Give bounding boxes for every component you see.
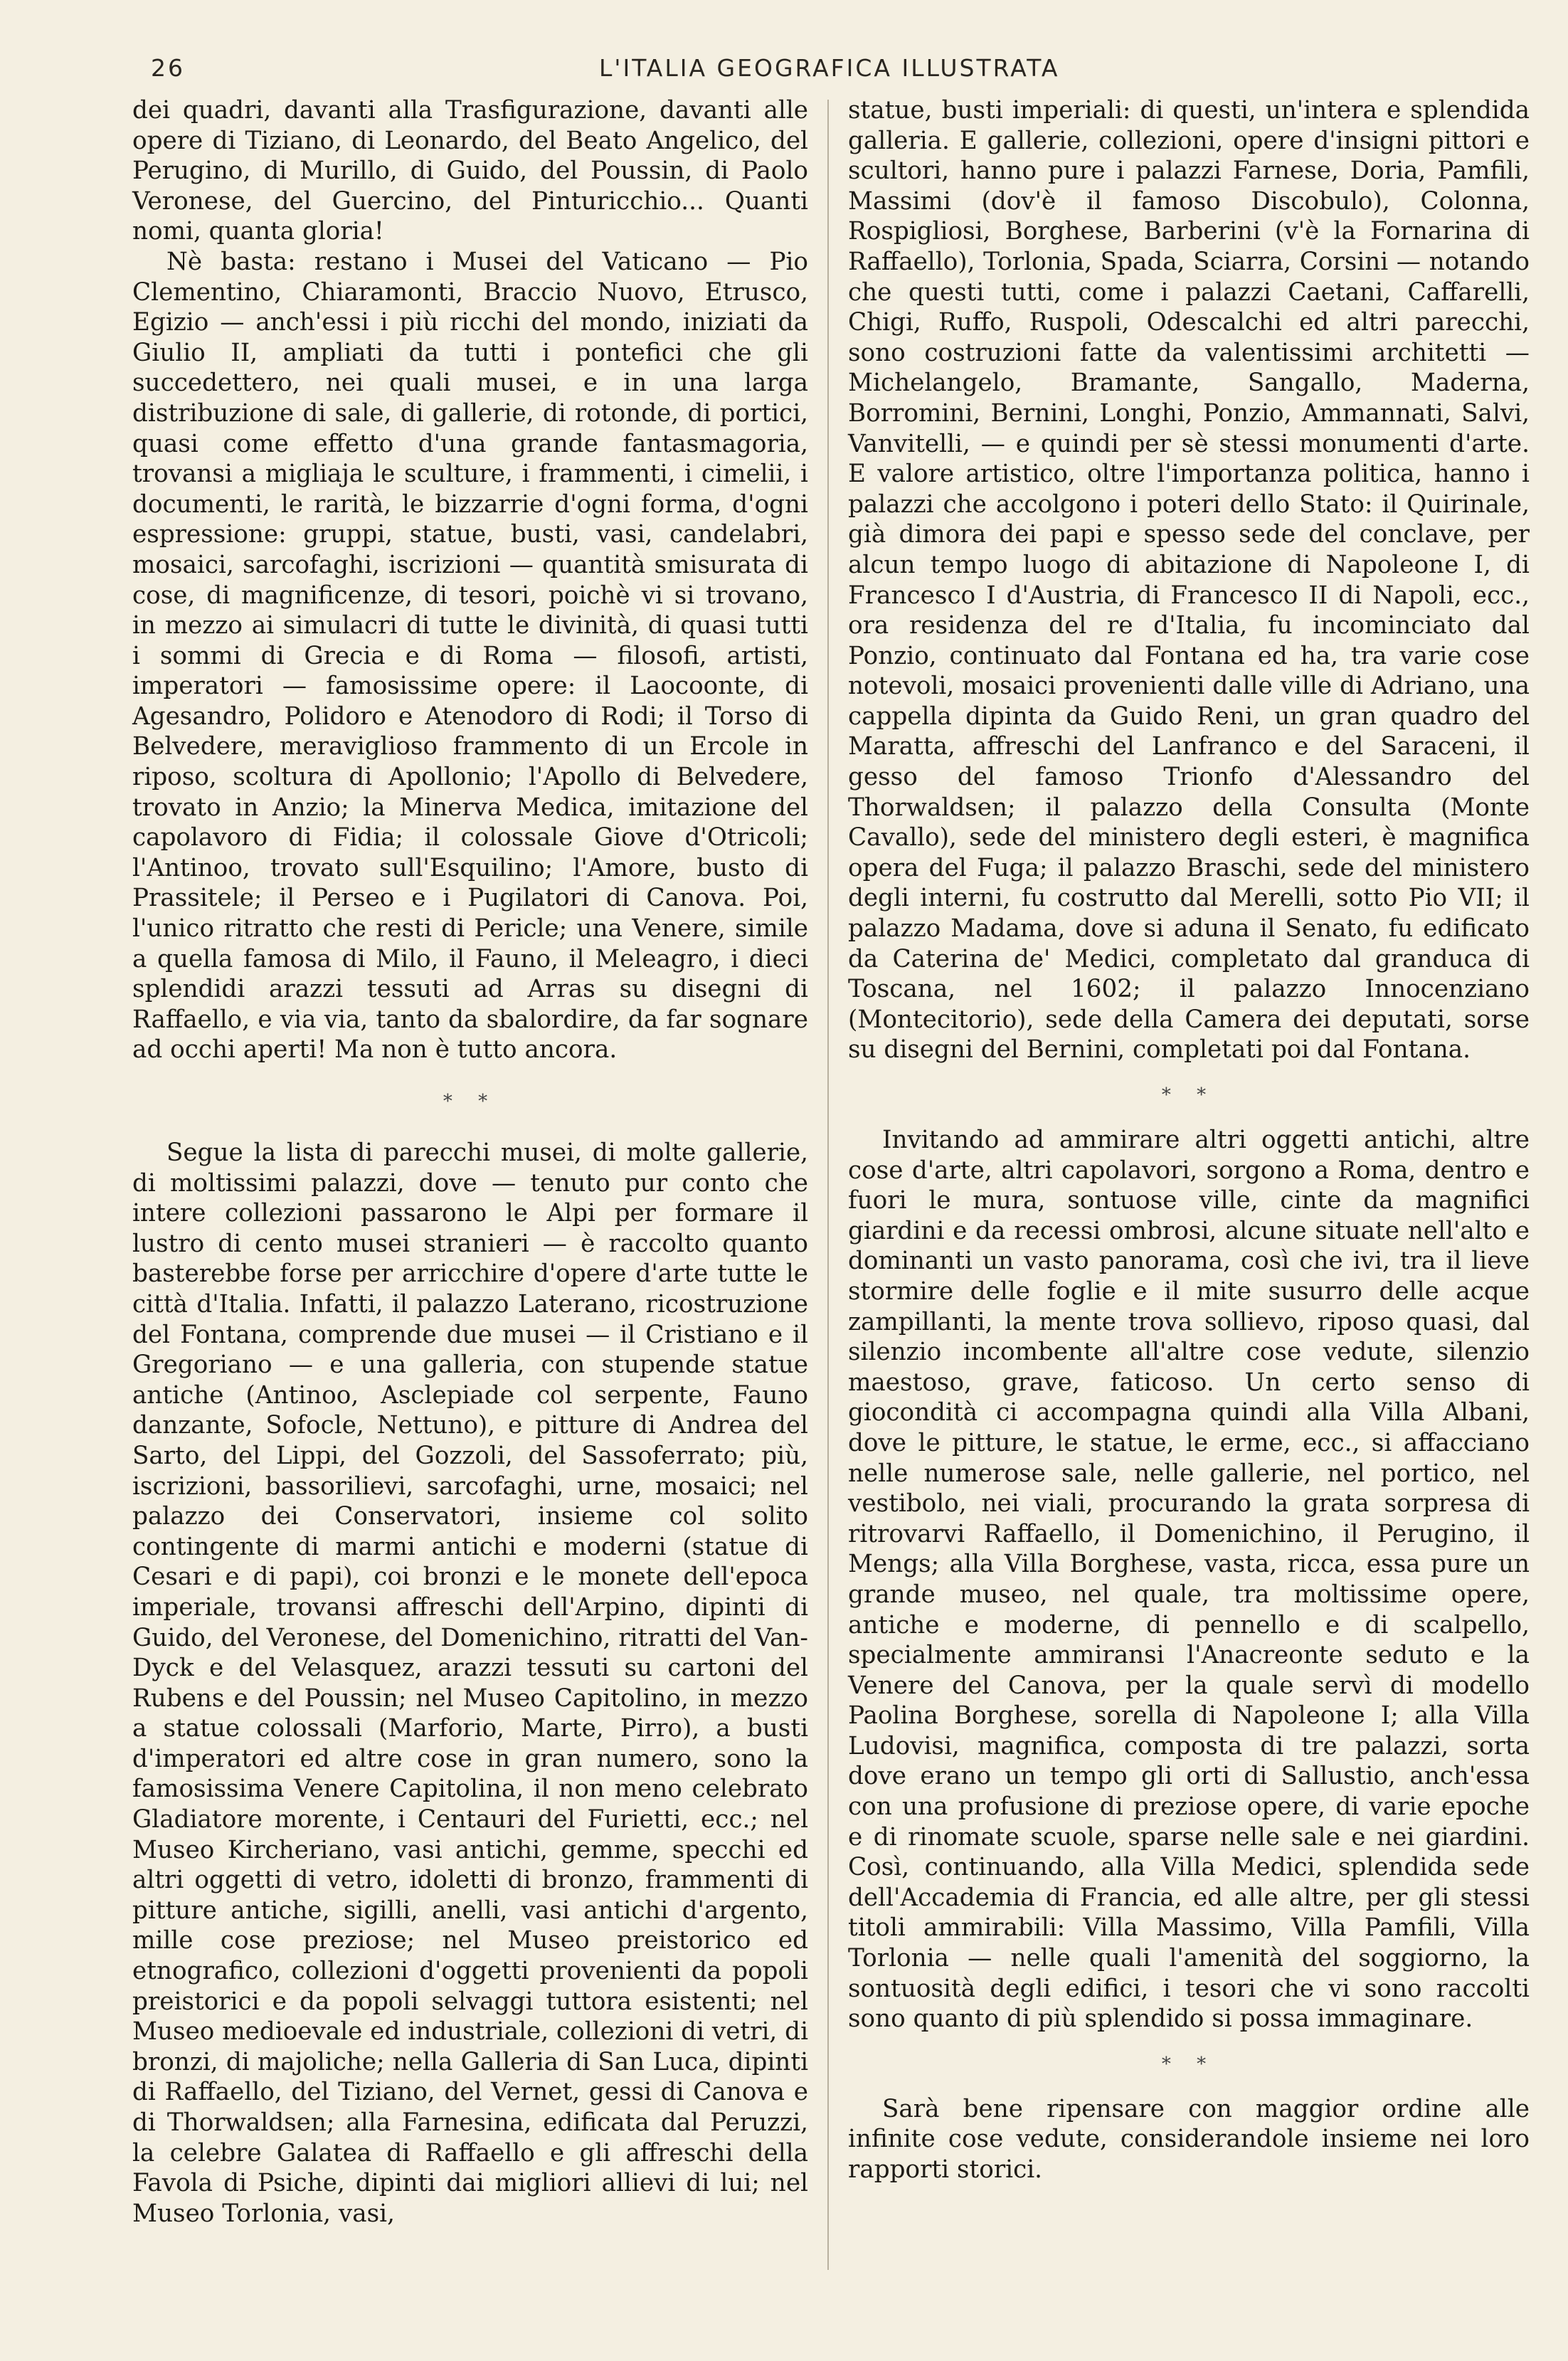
column-divider (827, 100, 829, 2270)
section-separator: * * (1161, 1084, 1217, 1106)
running-title: L'ITALIA GEOGRAFICA ILLUSTRATA (599, 53, 1060, 82)
section-separator: * * (443, 1091, 498, 1112)
left-paragraph-2: Nè basta: restano i Musei del Vaticano — Pio Clementino, Chiaramonti, Braccio Nuovo, Etrusco, Egizio — anch'essi i più ricchi del mondo, iniziati da Giulio II, ampliati da tutti i pontefici che gli succedettero, nei quali musei, e in una larga distribuzione di sale, di gallerie, di rotonde, di portici, quasi come effetto d'una grande fantasmagoria, trovansi a migliaja le sculture, i frammenti, i cimelii, i documenti, le rarità, le bizzarrie d'ogni forma, d'ogni espressione: gruppi, statue, busti, vasi, candelabri, mosaici, sarcofaghi, iscrizioni — quantità smisurata di cose, di magnificenze, di tesori, poichè vi si trovano, in mezzo ai simulacri di tutte le divinità, di quasi tutti i sommi di Grecia e di Roma — filosofi, artisti, imperatori — famosissime opere: il Laocoonte, di Agesandro, Polidoro e Atenodoro di Rodi; il Torso di Belvedere, meraviglioso frammento di un Ercole in riposo, scoltura di Apollonio; l'Apollo di Belvedere, trovato in Anzio; la Minerva Medica, imitazione del capolavoro di Fidia; il colossale Giove d'Otricoli; l'Antinoo, trovato sull'Esquilino; l'Amore, busto di Prassitele; il Perseo e i Pugilatori di Canova. Poi, l'unico ritratto che resti di Pericle; una Venere, simile a quella famosa di Milo, il Fauno, il Meleagro, i dieci splendidi arazzi tessuti ad Arras su disegni di Raffaello, e via via, tanto da sbalordire, da far sognare ad occhi aperti! Ma non è tutto ancora. (132, 247, 808, 1065)
section-separator: * * (1161, 2053, 1217, 2075)
right-paragraph-3: Sarà bene ripensare con maggior ordine alle infinite cose vedute, considerandole insieme nei loro rapporti storici. (848, 2094, 1530, 2184)
page-header (121, 50, 1451, 85)
page-number: 26 (151, 53, 185, 82)
right-paragraph-1: statue, busti imperiali: di questi, un'intera e splendida galleria. E gallerie, collezioni, opere d'insigni pittori e scultori, hanno pure i palazzi Farnese, Doria, Pamfili, Massimi (dov'è il famoso Discobulo), Colonna, Rospigliosi, Borghese, Barberini (v'è la Fornarina di Raffaello), Torlonia, Spada, Sciarra, Corsini — notando che questi tutti, come i palazzi Caetani, Caffarelli, Chigi, Ruffo, Ruspoli, Odescalchi ed altri parecchi, sono costruzioni fatte da valentissimi architetti — Michelangelo, Bramante, Sangallo, Maderna, Borromini, Bernini, Longhi, Ponzio, Ammannati, Salvi, Vanvitelli, — e quindi per sè stessi monumenti d'arte. E valore artistico, oltre l'importanza politica, hanno i palazzi che accolgono i poteri dello Stato: il Quirinale, già dimora dei papi e spesso sede del conclave, per alcun tempo luogo di abitazione di Napoleone I, di Francesco I d'Austria, di Francesco II di Napoli, ecc., ora residenza del re d'Italia, fu incominciato dal Ponzio, continuato dal Fontana ed ha, tra varie cose notevoli, mosaici provenienti dalle ville di Adriano, una cappella dipinta da Guido Reni, un gran quadro del Maratta, affreschi del Lanfranco e del Saraceni, il gesso del famoso Trionfo d'Alessandro del Thorwaldsen; il palazzo della Consulta (Monte Cavallo), sede del ministero degli esteri, è magnifica opera del Fuga; il palazzo Braschi, sede del ministero degli interni, fu costrutto dal Merelli, sotto Pio VII; il palazzo Madama, dove si aduna il Senato, fu edificato da Caterina de' Medici, completato dal granduca di Toscana, nel 1602; il palazzo Innocenziano (Montecitorio), sede della Camera dei deputati, sorse su disegni del Bernini, completati poi dal Fontana. (848, 96, 1530, 1065)
left-paragraph-1: dei quadri, davanti alla Trasfigurazione, davanti alle opere di Tiziano, di Leonardo, del Beato Angelico, del Perugino, di Murillo, di Guido, del Poussin, di Paolo Veronese, del Guercino, del Pinturicchio... Quanti nomi, quanta gloria! (132, 96, 808, 246)
left-column (132, 95, 808, 2229)
right-paragraph-2: Invitando ad ammirare altri oggetti antichi, altre cose d'arte, altri capolavori, sorgono a Roma, dentro e fuori le mura, sontuose ville, cinte da magnifici giardini e da recessi ombrosi, alcune situate nell'alto e dominanti un vasto panorama, così che ivi, tra il lieve stormire delle foglie e il mite susurro delle acque zampillanti, la mente trova sollievo, riposo quasi, dal silenzio incombente all'altre cose vedute, silenzio maestoso, grave, faticoso. Un certo senso di giocondità ci accompagna quindi alla Villa Albani, dove le pitture, le statue, le erme, ecc., si affacciano nelle numerose sale, nelle gallerie, nel portico, nel vestibolo, nei viali, procurando la grata sorpresa di ritrovarvi Raffaello, il Domenichino, il Perugino, il Mengs; alla Villa Borghese, vasta, ricca, essa pure un grande museo, nel quale, tra moltissime opere, antiche e moderne, di pennello e di scalpello, specialmente ammiransi l'Anacreonte seduto e la Venere del Canova, per la quale servì di modello Paolina Borghese, sorella di Napoleone I; alla Villa Ludovisi, magnifica, composta di tre palazzi, sorta dove erano un tempo gli orti di Sallustio, anch'essa con una profusione di preziose opere, di varie epoche e di rinomate scuole, sparse nelle sale e nei giardini. Così, continuando, alla Villa Medici, splendida sede dell'Accademia di Francia, ed alle altre, per gli stessi titoli ammirabili: Villa Massimo, Villa Pamfili, Villa Torlonia — nelle quali l'amenità del soggiorno, la sontuosità degli edifici, i tesori che vi sono raccolti sono quanto di più splendido si possa immaginare. (848, 1126, 1530, 2034)
right-column (848, 95, 1530, 2185)
left-paragraph-3: Segue la lista di parecchi musei, di molte gallerie, di moltissimi palazzi, dove — tenuto pur conto che intere collezioni passarono le Alpi per formare il lustro di cento musei stranieri — è raccolto quanto basterebbe forse per arricchire d'opere d'arte tutte le città d'Italia. Infatti, il palazzo Laterano, ricostruzione del Fontana, comprende due musei — il Cristiano e il Gregoriano — e una galleria, con stupende statue antiche (Antinoo, Asclepiade col serpente, Fauno danzante, Sofocle, Nettuno), e pitture di Andrea del Sarto, del Lippi, del Gozzoli, del Sassoferrato; più, iscrizioni, bassorilievi, sarcofaghi, urne, mosaici; nel palazzo dei Conservatori, insieme col solito contingente di marmi antichi e moderni (statue di Cesari e di papi), coi bronzi e le monete dell'epoca imperiale, trovansi affreschi dell'Arpino, dipinti di Guido, del Veronese, del Domenichino, ritratti del Van-Dyck e del Velasquez, arazzi tessuti su cartoni del Rubens e del Poussin; nel Museo Capitolino, in mezzo a statue colossali (Marforio, Marte, Pirro), a busti d'imperatori ed altre cose in gran numero, sono la famosissima Venere Capitolina, il non meno celebrato Gladiatore morente, i Centauri del Furietti, ecc.; nel Museo Kircheriano, vasi antichi, gemme, specchi ed altri oggetti di vetro, idoletti di bronzo, frammenti di pitture antiche, sigilli, anelli, vasi antichi d'argento, mille cose preziose; nel Museo preistorico ed etnografico, collezioni d'oggetti provenienti da popoli preistorici e da popoli selvaggi tuttora esistenti; nel Museo medioevale ed industriale, collezioni di vetri, di bronzi, di majoliche; nella Galleria di San Luca, dipinti di Raffaello, del Tiziano, del Vernet, gessi di Canova e di Thorwaldsen; alla Farnesina, edificata dal Peruzzi, la celebre Galatea di Raffaello e gli affreschi della Favola di Psiche, dipinti dai migliori allievi di lui; nel Museo Torlonia, vasi, (132, 1139, 808, 2228)
